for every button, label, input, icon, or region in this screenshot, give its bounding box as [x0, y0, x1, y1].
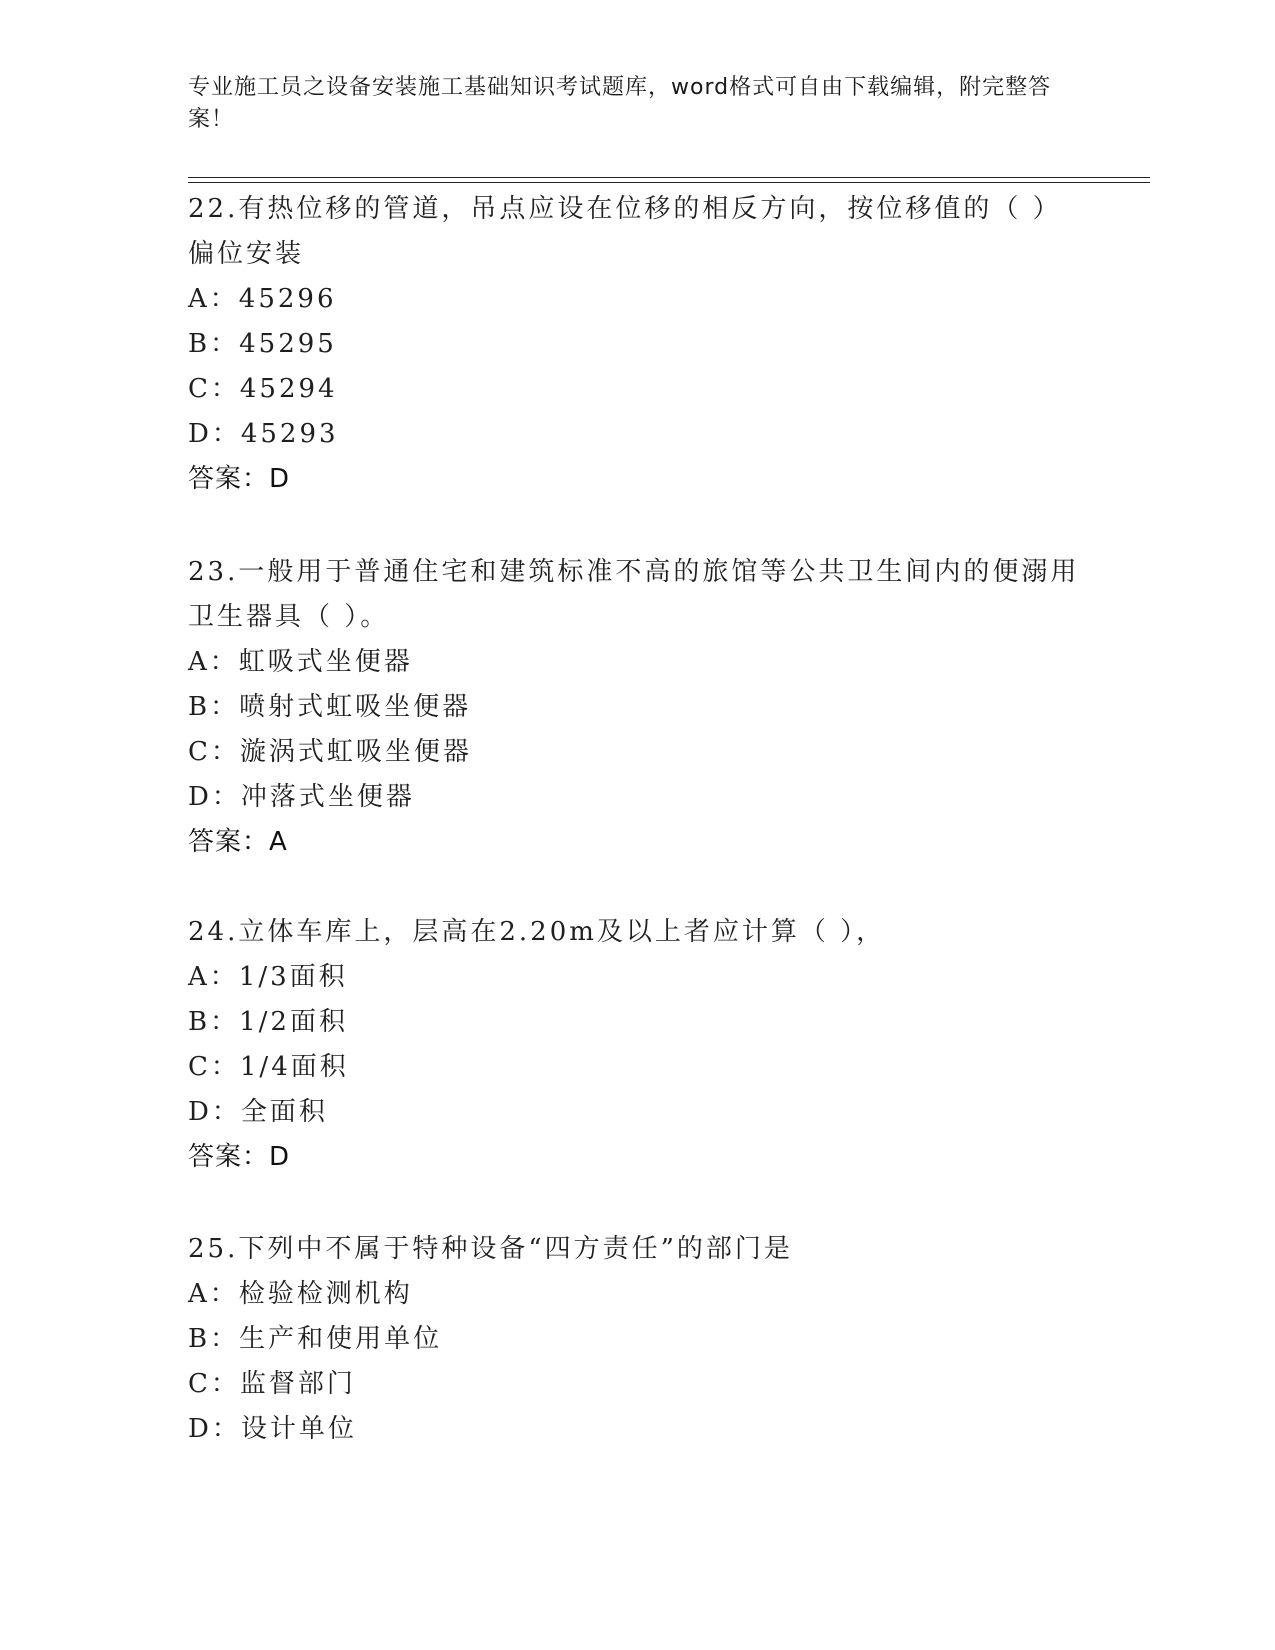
option-c: C：监督部门	[188, 1369, 356, 1399]
answer: 答案：D	[188, 1142, 291, 1172]
option-a: A：1/3面积	[188, 962, 348, 992]
answer: 答案：A	[188, 827, 288, 857]
document-header: 专业施工员之设备安装施工基础知识考试题库，word格式可自由下载编辑，附完整答案！	[188, 75, 1052, 132]
option-b: B：喷射式虹吸坐便器	[188, 692, 472, 722]
option-b: B：45295	[188, 329, 337, 359]
option-b: B：1/2面积	[188, 1007, 348, 1037]
question-22	[188, 187, 1088, 502]
question-stem: 23.一般用于普通住宅和建筑标准不高的旅馆等公共卫生间内的便溺用卫生器具（ ）。	[188, 557, 1080, 632]
question-stem: 24.立体车库上，层高在2.20m及以上者应计算（ ），	[188, 917, 886, 947]
question-25	[188, 1227, 1088, 1452]
option-d: D：冲落式坐便器	[188, 782, 415, 812]
answer: 答案：D	[188, 464, 291, 494]
option-a: A：45296	[188, 284, 337, 314]
option-d: D：全面积	[188, 1097, 328, 1127]
option-b: B：生产和使用单位	[188, 1324, 443, 1354]
question-23	[188, 550, 1088, 865]
option-c: C：漩涡式虹吸坐便器	[188, 737, 472, 767]
option-c: C：45294	[188, 374, 338, 404]
header-divider-bottom	[188, 182, 1150, 183]
question-24	[188, 910, 1088, 1180]
option-d: D：45293	[188, 419, 339, 449]
question-stem: 25.下列中不属于特种设备“四方责任”的部门是	[188, 1234, 793, 1264]
header-divider-top	[188, 177, 1150, 178]
option-d: D：设计单位	[188, 1414, 357, 1444]
option-c: C：1/4面积	[188, 1052, 349, 1082]
option-a: A：虹吸式坐便器	[188, 647, 413, 677]
question-stem: 22.有热位移的管道，吊点应设在位移的相反方向，按位移值的（ ）偏位安装	[188, 194, 1062, 269]
option-a: A：检验检测机构	[188, 1279, 413, 1309]
